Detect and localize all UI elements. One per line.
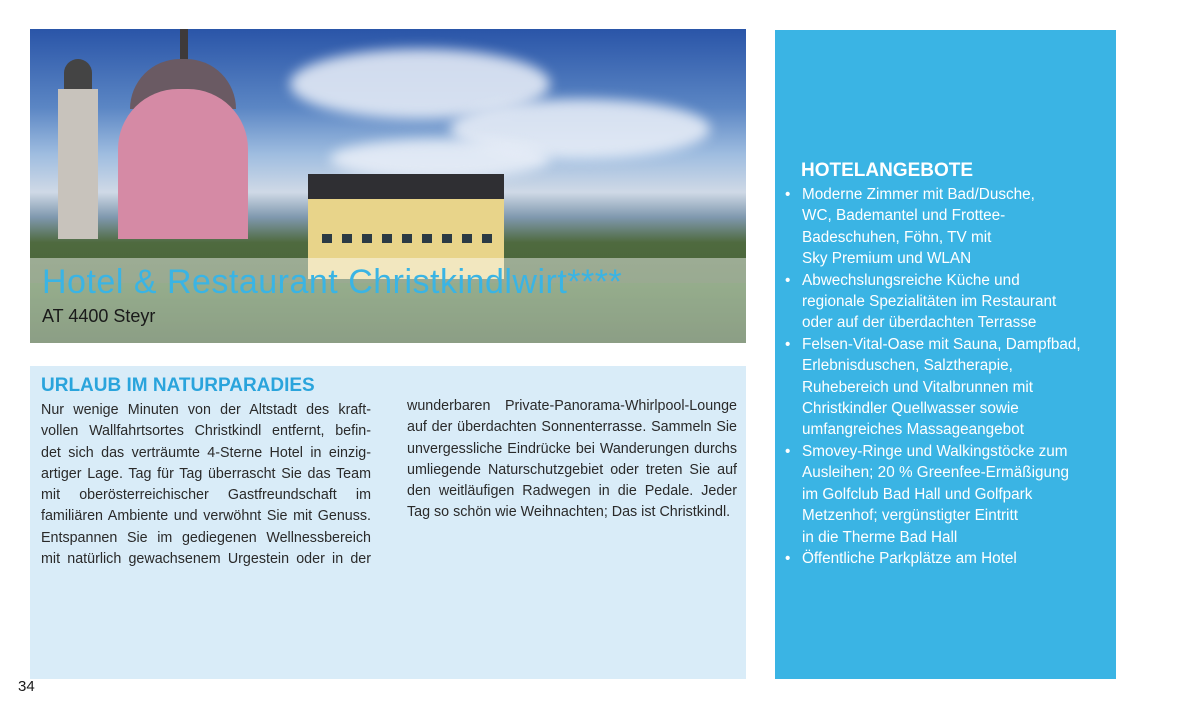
page-number: 34 bbox=[18, 678, 35, 695]
hotel-title: Hotel & Restaurant Christkindlwirt**** bbox=[42, 263, 623, 301]
bullet-icon: • bbox=[785, 335, 791, 353]
text-line: den weitläufigen Radwegen in die Pedale. Jeder bbox=[407, 483, 737, 500]
bullet-icon: • bbox=[785, 549, 791, 567]
bullet-icon: • bbox=[785, 271, 791, 289]
text-line: wunderbaren Private-Panorama-Whirlpool-Lounge bbox=[407, 398, 737, 414]
list-item bbox=[783, 548, 1103, 569]
text-line: unvergessliche Eindrücke bei Wanderungen durchs bbox=[407, 440, 737, 457]
list-item-line: WC, Bademantel und Frottee- bbox=[802, 207, 1006, 225]
text-line: mit oberösterreichischer Gastfreundschaft im bbox=[41, 487, 371, 504]
hotel-location: AT 4400 Steyr bbox=[42, 306, 156, 326]
list-item-line: Felsen-Vital-Oase mit Sauna, Dampfbad, bbox=[802, 335, 1081, 353]
list-item-line: Metzenhof; vergünstigter Eintritt bbox=[802, 507, 1018, 525]
list-item-line: in die Therme Bad Hall bbox=[802, 528, 958, 546]
text-line: mit natürlich gewachsenem Urgestein oder in der bbox=[41, 551, 371, 568]
text-line: artiger Lage. Tag für Tag überrascht Sie das Team bbox=[41, 465, 371, 482]
list-item-line: Sky Premium und WLAN bbox=[802, 250, 972, 268]
list-item-line: Badeschuhen, Föhn, TV mit bbox=[802, 228, 992, 246]
list-item-line: Abwechslungsreiche Küche und bbox=[802, 271, 1020, 289]
list-item bbox=[783, 184, 1103, 270]
text-line: Nur wenige Minuten von der Altstadt des kraft- bbox=[41, 402, 371, 418]
text-line: umliegende Naturschutzgebiet oder treten Sie auf bbox=[407, 461, 737, 478]
intro-column-2 bbox=[407, 396, 737, 524]
bullet-icon: • bbox=[785, 442, 791, 460]
intro-heading: URLAUB IM NATURPARADIES bbox=[41, 375, 315, 396]
list-item-line: Smovey-Ringe und Walkingstöcke zum bbox=[802, 442, 1068, 460]
bullet-icon: • bbox=[785, 186, 791, 203]
list-item-line: Öffentliche Parkplätze am Hotel bbox=[802, 549, 1017, 567]
text-line: det sich das verträumte 4-Sterne Hotel in einzig- bbox=[41, 444, 371, 461]
list-item-line: Ruhebereich und Vitalbrunnen mit bbox=[802, 378, 1034, 396]
list-item-line: oder auf der überdachten Terrasse bbox=[802, 314, 1037, 332]
list-item-line: Christkindler Quellwasser sowie bbox=[802, 400, 1019, 418]
offers-list bbox=[783, 184, 1103, 569]
list-item bbox=[783, 334, 1103, 441]
text-line: Entspannen Sie im gediegenen Wellnessbereich bbox=[41, 529, 371, 546]
intro-column-1 bbox=[41, 400, 371, 570]
list-item-line: im Golfclub Bad Hall und Golfpark bbox=[802, 485, 1033, 503]
offers-heading: HOTELANGEBOTE bbox=[801, 160, 974, 181]
list-item-line: regionale Spezialitäten im Restaurant bbox=[802, 293, 1057, 311]
text-line: vollen Wallfahrtsortes Christkindl entfernt, befin- bbox=[41, 423, 371, 440]
list-item-line: Erlebnisduschen, Salztherapie, bbox=[802, 357, 1013, 375]
list-item-line: Ausleihen; 20 % Greenfee-Ermäßigung bbox=[802, 464, 1069, 482]
list-item bbox=[783, 270, 1103, 334]
list-item bbox=[783, 441, 1103, 548]
text-line: auf der überdachten Sonnenterrasse. Sammeln Sie bbox=[407, 419, 737, 436]
list-item-line: Moderne Zimmer mit Bad/Dusche, bbox=[802, 186, 1035, 203]
text-line: Tag so schön wie Weihnachten; Das ist Christkindl. bbox=[407, 504, 731, 521]
text-line: familiären Ambiente und verwöhnt Sie mit Genuss. bbox=[41, 508, 371, 525]
list-item-line: umfangreiches Massageangebot bbox=[802, 421, 1024, 439]
